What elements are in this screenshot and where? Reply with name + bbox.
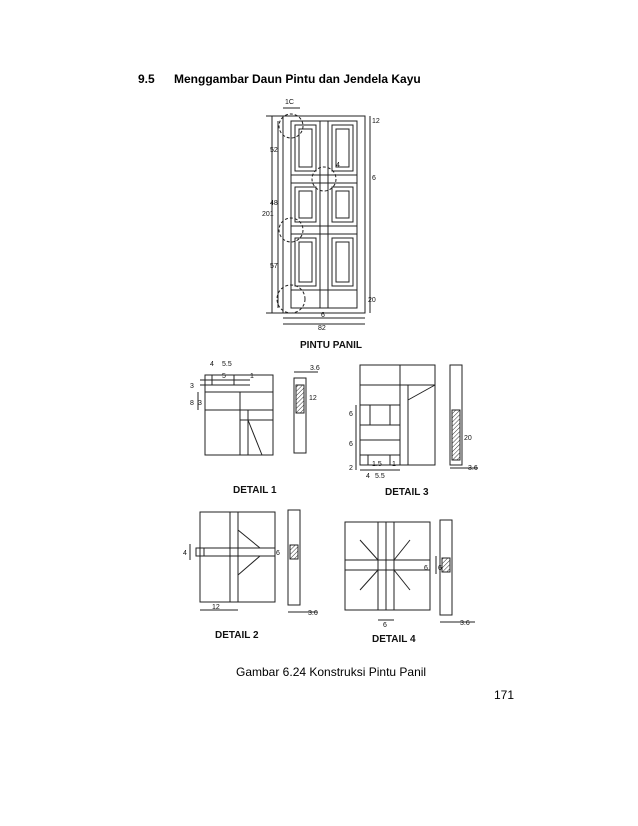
page-number: 171 — [494, 688, 515, 702]
d3-dim-3: 2 — [349, 465, 353, 472]
detail-1-label: DETAIL 1 — [233, 485, 277, 496]
detail-4-drawing — [345, 520, 475, 622]
d1-dim-7: 3 — [198, 400, 202, 407]
d4-side-width: 3.6 — [460, 620, 470, 627]
figure-caption: Gambar 6.24 Konstruksi Pintu Panil — [236, 665, 427, 679]
dim-stile-width: 12 — [372, 118, 380, 125]
detail-2-label: DETAIL 2 — [215, 630, 259, 641]
d1-dim-3: 5 — [222, 373, 226, 380]
dim-h1: 52 — [270, 147, 278, 154]
d3-dim-1: 6 — [349, 411, 353, 418]
d3-side-width: 3.6 — [468, 465, 478, 472]
d2-side-width: 3.6 — [308, 610, 318, 617]
d1-dim-5: 3 — [190, 383, 194, 390]
dim-total-height: 201 — [262, 211, 274, 218]
d3-dim-6: 4 — [366, 473, 370, 480]
detail-3-drawing — [356, 365, 478, 470]
d1-dim-1: 4 — [210, 361, 214, 368]
d2-dim-2: 12 — [212, 604, 220, 611]
dim-h3: 57 — [270, 263, 278, 270]
dim-rail2: 4 — [336, 162, 340, 169]
d4-dim-2: 6 — [383, 622, 387, 629]
dim-bottom-rail: 20 — [368, 297, 376, 304]
d3-dim-5: 1 — [392, 461, 396, 468]
d2-dim-1: 4 — [183, 550, 187, 557]
door-elevation — [266, 108, 370, 324]
section-number: 9.5 — [138, 72, 155, 86]
section-title: Menggambar Daun Pintu dan Jendela Kayu — [174, 72, 421, 86]
d4-side-height: 6 — [424, 565, 428, 572]
d1-side-height: 12 — [309, 395, 317, 402]
dim-top-offset: 1C — [285, 99, 294, 106]
d1-dim-4: 1 — [250, 373, 254, 380]
d3-dim-2: 6 — [349, 441, 353, 448]
main-label: PINTU PANIL — [300, 340, 363, 351]
detail-1-drawing — [198, 372, 318, 455]
d2-side-height: 6 — [276, 550, 280, 557]
d3-side-height: 20 — [464, 435, 472, 442]
d3-dim-7: 5.5 — [375, 473, 385, 480]
d4-dim-1: 6 — [438, 565, 442, 572]
d1-dim-2: 5.5 — [222, 361, 232, 368]
detail-4-label: DETAIL 4 — [372, 634, 416, 645]
dim-width: 82 — [318, 325, 326, 332]
dim-base: 6 — [321, 312, 325, 319]
detail-3-label: DETAIL 3 — [385, 487, 429, 498]
d1-side-width: 3.6 — [310, 365, 320, 372]
detail-2-drawing — [190, 510, 318, 612]
d3-dim-4: 1.5 — [372, 461, 382, 468]
dim-h2: 48 — [270, 200, 278, 207]
d1-dim-6: 8 — [190, 400, 194, 407]
dim-rail: 6 — [372, 175, 376, 182]
